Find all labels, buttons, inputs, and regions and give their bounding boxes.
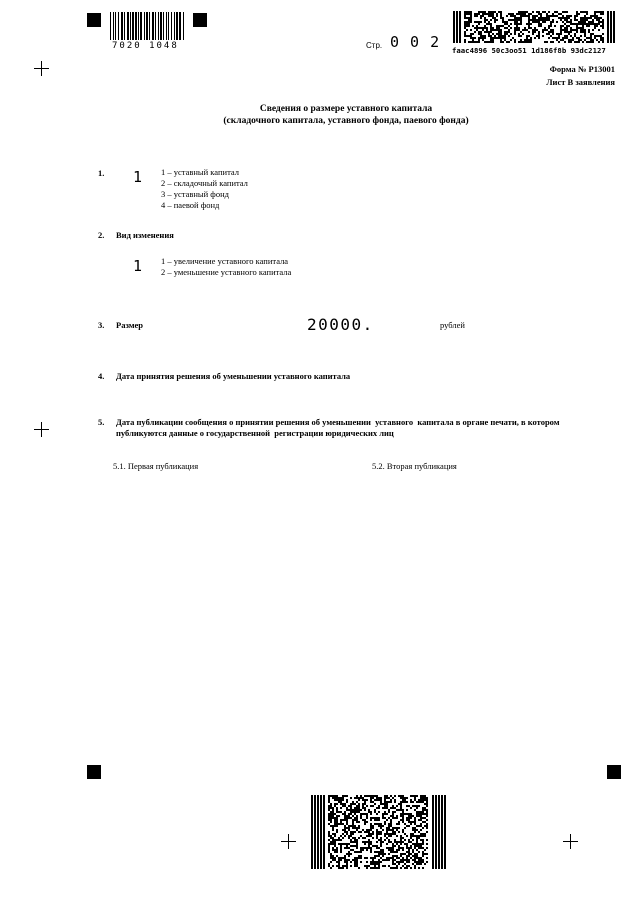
page-label: Стр. xyxy=(366,41,383,50)
section-4-number: 4. xyxy=(98,371,105,381)
sheet-name: Лист В заявления xyxy=(546,77,615,87)
title-line-2: (складочного капитала, уставного фонда, паевого фонда) xyxy=(223,116,469,126)
capital-amount-value[interactable]: 20000. xyxy=(307,315,374,334)
registration-mark-top-center xyxy=(193,13,207,27)
currency-unit: рублей xyxy=(440,320,465,330)
section-5-label-line-2: публикуются данные о государственной регистрации юридических лиц xyxy=(116,428,394,438)
registration-mark-bottom-right xyxy=(607,765,621,779)
linear-barcode xyxy=(110,12,184,40)
first-publication-label: 5.1. Первая публикация xyxy=(113,461,199,471)
document-hash: faac4896 50c3oo51 1d186f8b 93dc2127 xyxy=(452,46,606,55)
section-2-option-2: 2 – уменьшение уставного капитала xyxy=(161,267,292,277)
section-1-option-1: 1 – уставный капитал xyxy=(161,167,239,177)
section-1-number: 1. xyxy=(98,168,105,178)
second-publication-label: 5.2. Вторая публикация xyxy=(372,461,457,471)
section-3-number: 3. xyxy=(98,320,105,330)
crosshair-mark-left-middle xyxy=(34,422,49,437)
page-number: 0 0 2 xyxy=(390,33,441,51)
registration-mark-top-left xyxy=(87,13,101,27)
section-1-option-2: 2 – складочный капитал xyxy=(161,178,248,188)
section-5-number: 5. xyxy=(98,417,105,427)
section-5-label-line-1: Дата публикации сообщения о принятии решения об уменьшении уставного капитала в органе печати, в котором xyxy=(116,417,560,427)
form-name: Форма № Р13001 xyxy=(549,64,615,74)
section-1-value[interactable]: 1 xyxy=(133,168,144,186)
crosshair-mark-bottom-left xyxy=(281,834,296,849)
section-2-number: 2. xyxy=(98,230,105,240)
section-2-value[interactable]: 1 xyxy=(133,257,144,275)
section-1-option-4: 4 – паевой фонд xyxy=(161,200,220,210)
section-4-label: Дата принятия решения об уменьшении уставного капитала xyxy=(116,371,351,381)
section-2-label: Вид изменения xyxy=(116,230,174,240)
crosshair-mark-bottom-right xyxy=(563,834,578,849)
title-line-1: Сведения о размере уставного капитала xyxy=(259,104,433,114)
top-2d-barcode xyxy=(453,11,615,43)
bottom-2d-barcode xyxy=(311,795,446,869)
section-2-option-1: 1 – увеличение уставного капитала xyxy=(161,256,289,266)
section-3-label: Размер xyxy=(116,320,144,330)
crosshair-mark-left-top xyxy=(34,61,49,76)
barcode-number: 7020 1048 xyxy=(112,41,179,51)
section-1-option-3: 3 – уставный фонд xyxy=(161,189,229,199)
registration-mark-bottom-left xyxy=(87,765,101,779)
